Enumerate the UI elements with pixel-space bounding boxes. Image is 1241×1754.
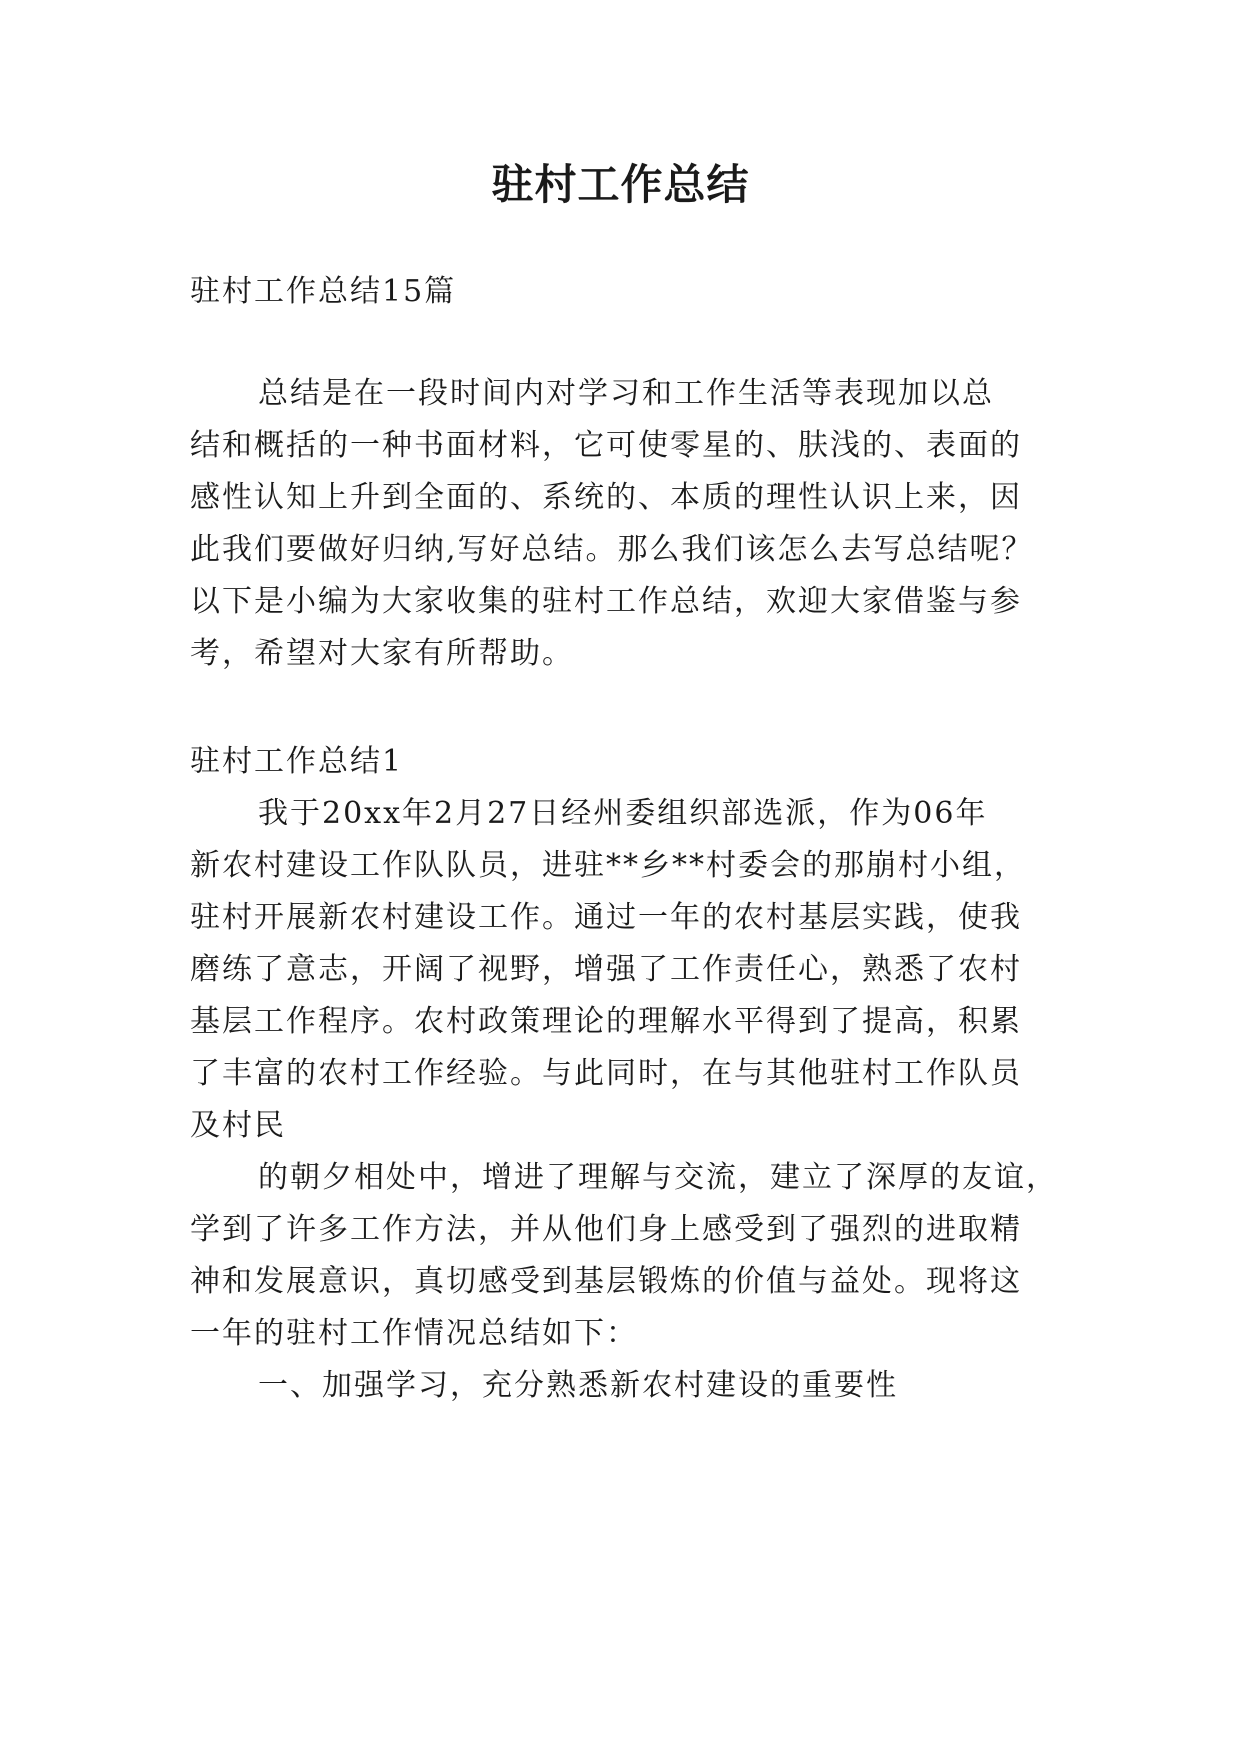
intro-line: 此我们要做好归纳,写好总结。那么我们该怎么去写总结呢？	[190, 532, 1034, 567]
body-line: 我于20xx年2月27日经州委组织部选派，作为06年	[258, 796, 988, 831]
document-subtitle: 驻村工作总结15篇	[190, 274, 457, 309]
intro-line: 考，希望对大家有所帮助。	[190, 636, 574, 671]
section-heading: 驻村工作总结1	[190, 744, 404, 779]
document-title: 驻村工作总结	[491, 160, 750, 209]
list-point-1: 一、加强学习，充分熟悉新农村建设的重要性	[258, 1368, 898, 1403]
body-line: 新农村建设工作队队员，进驻**乡**村委会的那崩村小组，	[190, 848, 1026, 883]
intro-line: 总结是在一段时间内对学习和工作生活等表现加以总	[258, 376, 994, 411]
intro-line: 感性认知上升到全面的、系统的、本质的理性认识上来，因	[190, 480, 1022, 515]
intro-line: 以下是小编为大家收集的驻村工作总结，欢迎大家借鉴与参	[190, 584, 1022, 619]
body-line: 及村民	[190, 1108, 286, 1143]
body-line: 基层工作程序。农村政策理论的理解水平得到了提高，积累	[190, 1004, 1022, 1039]
body-line: 的朝夕相处中，增进了理解与交流，建立了深厚的友谊，	[258, 1160, 1058, 1195]
body-line: 学到了许多工作方法，并从他们身上感受到了强烈的进取精	[190, 1212, 1022, 1247]
body-line: 了丰富的农村工作经验。与此同时，在与其他驻村工作队员	[190, 1056, 1022, 1091]
body-line: 一年的驻村工作情况总结如下：	[190, 1316, 638, 1351]
body-line: 驻村开展新农村建设工作。通过一年的农村基层实践，使我	[190, 900, 1022, 935]
body-line: 神和发展意识，真切感受到基层锻炼的价值与益处。现将这	[190, 1264, 1022, 1299]
intro-line: 结和概括的一种书面材料，它可使零星的、肤浅的、表面的	[190, 428, 1022, 463]
body-line: 磨练了意志，开阔了视野，增强了工作责任心，熟悉了农村	[190, 952, 1022, 987]
